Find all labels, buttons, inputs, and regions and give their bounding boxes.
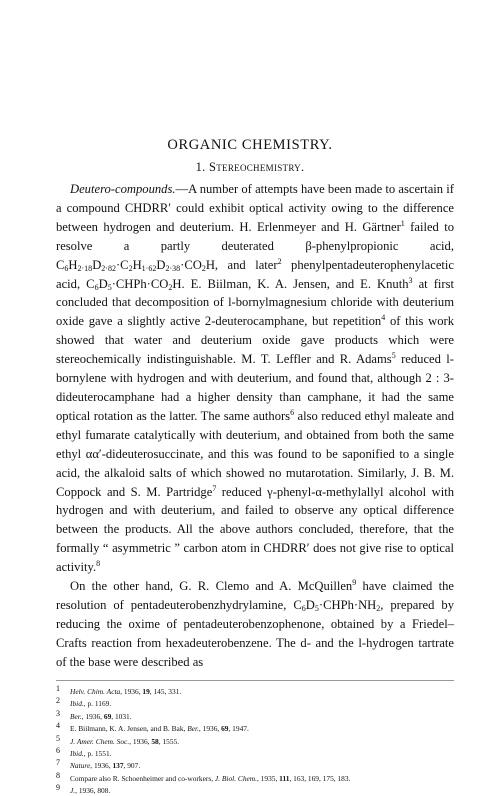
- footnote-1: 1 Helv. Chim. Acta, 1936, 19, 145, 331.: [56, 684, 182, 696]
- paragraph-lead: Deutero-compounds.: [70, 182, 176, 196]
- body-text: [56, 180, 454, 672]
- subsection-heading: 1. Stereochemistry.: [195, 160, 305, 174]
- footnote-7: 7 Nature, 1936, 137, 907.: [56, 758, 141, 771]
- footnotes: [56, 684, 454, 796]
- footnote-4: 4 E. Biilmann, K. A. Jensen, and B. Bak, Ber., 1936, 69, 1947.: [56, 721, 249, 734]
- paragraph-deutero-compounds: Deutero-compounds.—A number of attempts have been made to ascertain if a compound CHDRR′ could exhibit optical activity owing to the difference between hydrogen and deuterium. H. Erlenmeyer and H. Gärtner$^1$ failed to resolve a partly deuterated β-phenylpropionic acid, $C_6H_{2\cdot 18}D_{2\cdot 82}\cdot C_2H_{1\cdot 62}D_{2\cdot 38}\cdot CO_2H$, and later$^2$ phenylpentadeuterophenylacetic acid, $C_6D_5\cdot CHPh\cdot CO_2H$. E. Biilman, K. A. Jensen, and E. Knuth$^3$ at first concluded that decomposition of l-bornylmagnesium chloride with deuterium oxide gave a slightly active 2-deuterocamphane, but repetition$^4$ of this work showed that water and deuterium oxide gave products which were stereochemically indistinguishable. M. T. Leffler and R. Adams$^5$ reduced l-bornylene with hydrogen and with deuterium, and found that, although 2 : 3-dideuterocamphane had a higher density than camphane, it had the same optical rotation as the latter. The same authors$^6$ also reduced ethyl maleate and ethyl fumarate catalytically with deuterium, and obtained from both the same ethyl αα′-dideuterosuccinate, and this was found to be saponified to a single acid, the alkaloid salts of which showed no mutarotation. Similarly, J. B. M. Coppock and S. M. Partridge$^7$ reduced γ-phenyl-α-methylallyl alcohol with hydrogen and with deuterium, and failed to observe any optical difference between the products. All the above authors concluded, therefore, that the formally “ asymmetric ” carbon atom in CHDRR′ does not give rise to optical activity.$^8$: [56, 182, 455, 575]
- footnote-divider: [56, 680, 454, 681]
- footnote-9: 9 J., 1936, 808.: [56, 783, 111, 796]
- footnote-3: 3 Ber., 1936, 69, 1031.: [56, 708, 132, 721]
- footnote-6: 6 Ibid., p. 1551.: [56, 746, 112, 759]
- footnote-2: 2 Ibid., p. 1169.: [56, 696, 112, 709]
- section-heading: ORGANIC CHEMISTRY.: [167, 137, 333, 153]
- footnote-8: 8 Compare also R. Schoenheimer and co-workers, J. Biol. Chem., 1935, 111, 163, 169, 175, 183.: [56, 770, 351, 783]
- footnote-5: 5 J. Amer. Chem. Soc., 1936, 58, 1555.: [56, 733, 180, 746]
- paragraph-clemo-mcquillen: On the other hand, G. R. Clemo and A. McQuillen$^9$ have claimed the resolution of pentadeuterobenzhydrylamine, $C_6D_5\cdot CHPh\cdot NH_2$, prepared by reducing the oxime of pentadeuterobenzophenone, obtained by a Friedel–Crafts reaction from hexadeuterobenzene. The d- and the l-hydrogen tartrate of the base were described as: [56, 578, 454, 669]
